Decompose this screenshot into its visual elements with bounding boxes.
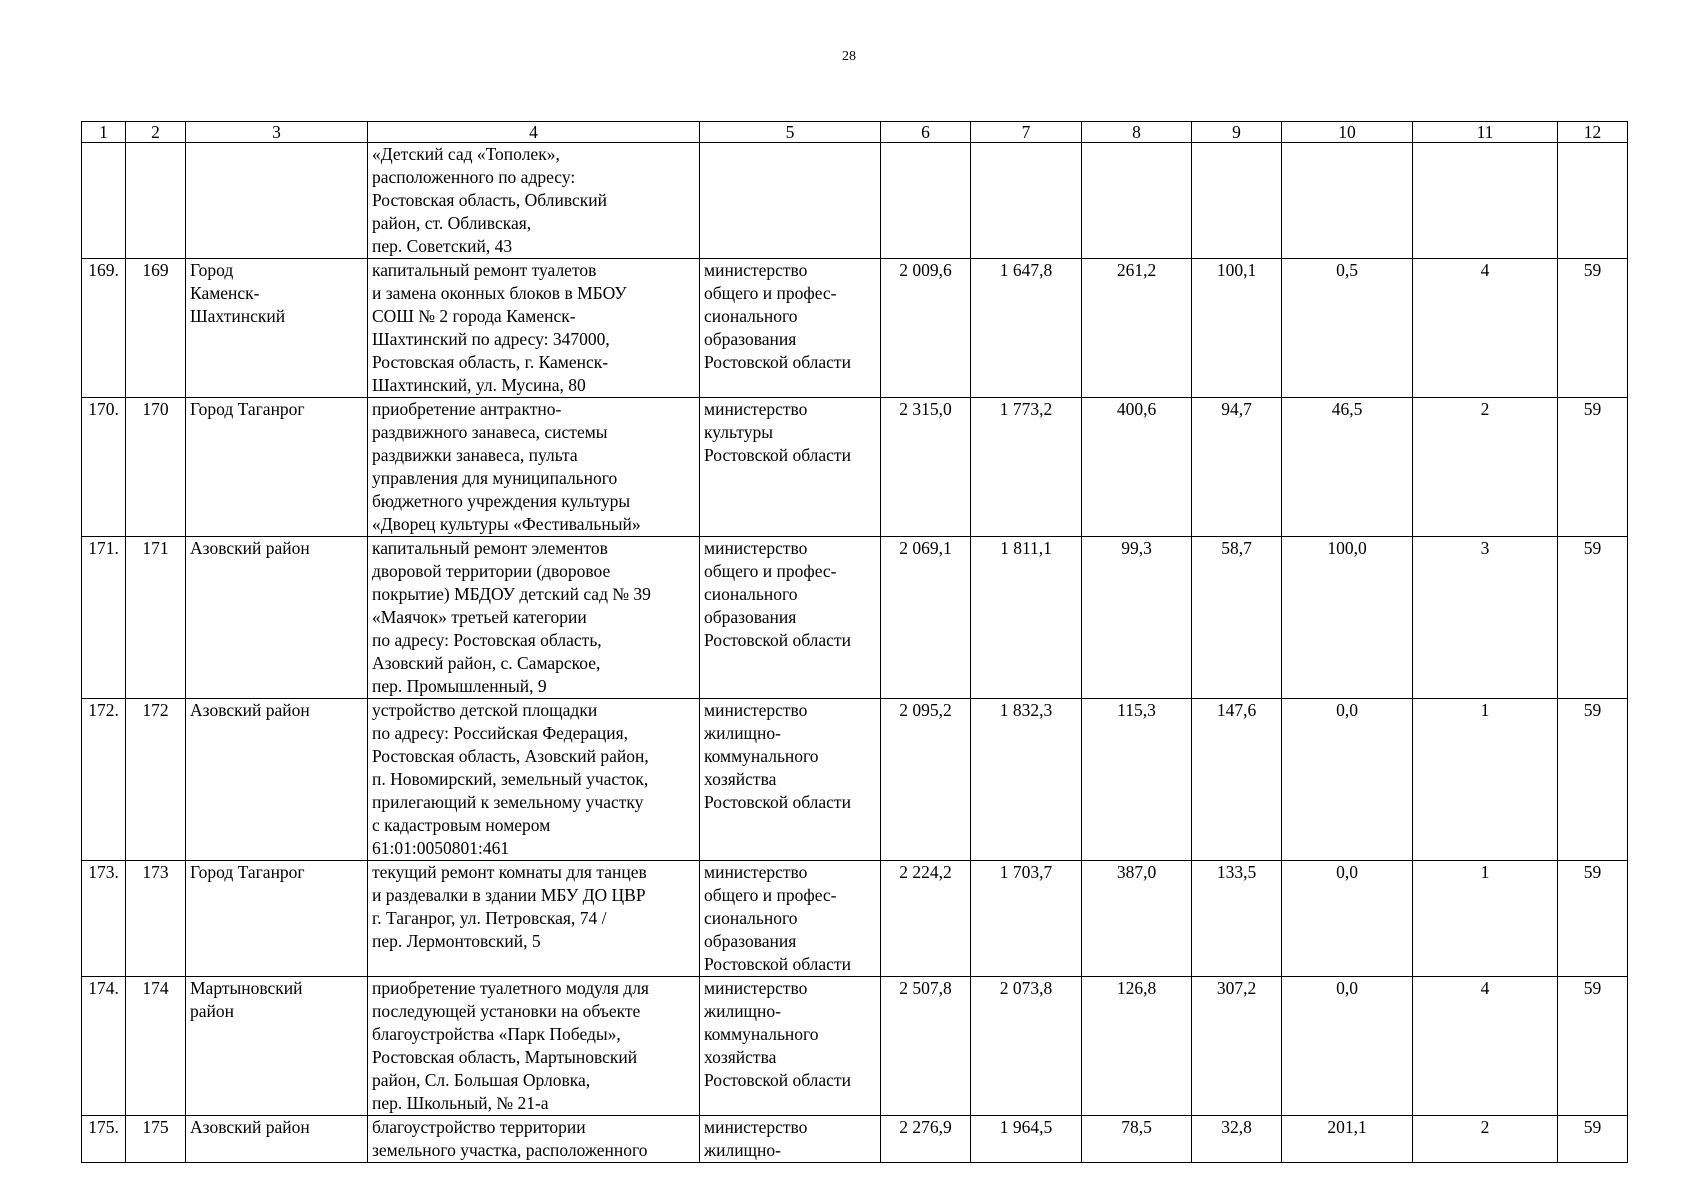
value-col12: 59 [1558, 537, 1628, 699]
column-number-header: 7 [971, 122, 1082, 143]
column-number-header: 2 [126, 122, 186, 143]
value-col12: 59 [1558, 699, 1628, 861]
column-number-header: 10 [1282, 122, 1413, 143]
object-description: приобретение туалетного модуля для последующей установки на объекте благоустройства «Парк Победы», Ростовская область, Мартыновский район, Сл. Большая Орловка, пер. Школьный, № 21-а [368, 977, 700, 1116]
municipality: Город Таганрог [186, 398, 368, 537]
object-description: капитальный ремонт туалетов и замена оконных блоков в МБОУ СОШ № 2 города Каменск- Шахтинский по адресу: 347000, Ростовская область, г. Каменск- Шахтинский, ул. Мусина, 80 [368, 259, 700, 398]
value-col7: 1 811,1 [971, 537, 1082, 699]
row-number: 174 [126, 977, 186, 1116]
value-col10: 201,1 [1282, 1116, 1413, 1163]
value-col12: 59 [1558, 1116, 1628, 1163]
municipality: Город Каменск- Шахтинский [186, 259, 368, 398]
responsible-ministry: министерство общего и профес- сионального образования Ростовской области [700, 259, 881, 398]
value-col7: 2 073,8 [971, 977, 1082, 1116]
value-col10: 0,0 [1282, 861, 1413, 977]
value-col11: 4 [1413, 977, 1558, 1116]
responsible-ministry: министерство культуры Ростовской области [700, 398, 881, 537]
value-col10: 100,0 [1282, 537, 1413, 699]
column-number-header: 6 [881, 122, 971, 143]
responsible-ministry: министерство общего и профес- сионального образования Ростовской области [700, 537, 881, 699]
value-col9: 100,1 [1192, 259, 1282, 398]
row-number: 172 [126, 699, 186, 861]
object-description: текущий ремонт комнаты для танцев и раздевалки в здании МБУ ДО ЦВР г. Таганрог, ул. Петровская, 74 / пер. Лермонтовский, 5 [368, 861, 700, 977]
municipality: Азовский район [186, 699, 368, 861]
empty-cell [1282, 143, 1413, 259]
value-col8: 115,3 [1082, 699, 1192, 861]
responsible-ministry: министерство жилищно- коммунального хозяйства Ростовской области [700, 699, 881, 861]
responsible-ministry: министерство общего и профес- сионального образования Ростовской области [700, 861, 881, 977]
value-col6: 2 276,9 [881, 1116, 971, 1163]
value-col9: 307,2 [1192, 977, 1282, 1116]
value-col8: 78,5 [1082, 1116, 1192, 1163]
value-col8: 261,2 [1082, 259, 1192, 398]
row-number: 171 [126, 537, 186, 699]
row-number: 173 [126, 861, 186, 977]
value-col6: 2 095,2 [881, 699, 971, 861]
value-col10: 0,0 [1282, 977, 1413, 1116]
value-col7: 1 647,8 [971, 259, 1082, 398]
empty-cell [126, 143, 186, 259]
municipality: Город Таганрог [186, 861, 368, 977]
object-description: устройство детской площадки по адресу: Российская Федерация, Ростовская область, Азовский район, п. Новомирский, земельный участок, прилегающий к земельному участку с кадастровым номером 61:01:0050801:461 [368, 699, 700, 861]
row-index: 170. [82, 398, 126, 537]
value-col8: 400,6 [1082, 398, 1192, 537]
value-col6: 2 315,0 [881, 398, 971, 537]
column-number-header: 11 [1413, 122, 1558, 143]
empty-cell [700, 143, 881, 259]
row-index: 169. [82, 259, 126, 398]
row-number: 169 [126, 259, 186, 398]
value-col8: 99,3 [1082, 537, 1192, 699]
value-col11: 2 [1413, 398, 1558, 537]
value-col7: 1 832,3 [971, 699, 1082, 861]
empty-cell [881, 143, 971, 259]
row-index: 172. [82, 699, 126, 861]
object-description: капитальный ремонт элементов дворовой территории (дворовое покрытие) МБДОУ детский сад № 39 «Маячок» третьей категории по адресу: Ростовская область, Азовский район, с. Самарское, пер. Промышленный, 9 [368, 537, 700, 699]
value-col9: 32,8 [1192, 1116, 1282, 1163]
value-col11: 4 [1413, 259, 1558, 398]
value-col8: 387,0 [1082, 861, 1192, 977]
table-row [82, 977, 1628, 1116]
empty-cell [971, 143, 1082, 259]
value-col6: 2 507,8 [881, 977, 971, 1116]
value-col7: 1 964,5 [971, 1116, 1082, 1163]
table-row [82, 861, 1628, 977]
value-col10: 0,0 [1282, 699, 1413, 861]
value-col12: 59 [1558, 861, 1628, 977]
continuation-row [82, 143, 1628, 259]
empty-cell [1413, 143, 1558, 259]
table-row [82, 398, 1628, 537]
column-number-header: 12 [1558, 122, 1628, 143]
table-row [82, 699, 1628, 861]
empty-cell [186, 143, 368, 259]
value-col10: 46,5 [1282, 398, 1413, 537]
value-col11: 2 [1413, 1116, 1558, 1163]
empty-cell [1192, 143, 1282, 259]
row-number: 175 [126, 1116, 186, 1163]
municipality: Азовский район [186, 1116, 368, 1163]
value-col10: 0,5 [1282, 259, 1413, 398]
value-col6: 2 009,6 [881, 259, 971, 398]
value-col11: 1 [1413, 861, 1558, 977]
row-index: 173. [82, 861, 126, 977]
object-description: приобретение антрактно- раздвижного занавеса, системы раздвижки занавеса, пульта управления для муниципального бюджетного учреждения культуры «Дворец культуры «Фестивальный» [368, 398, 700, 537]
responsible-ministry: министерство жилищно- [700, 1116, 881, 1163]
value-col6: 2 069,1 [881, 537, 971, 699]
value-col8: 126,8 [1082, 977, 1192, 1116]
column-number-header: 4 [368, 122, 700, 143]
value-col6: 2 224,2 [881, 861, 971, 977]
value-col9: 147,6 [1192, 699, 1282, 861]
responsible-ministry: министерство жилищно- коммунального хозяйства Ростовской области [700, 977, 881, 1116]
column-number-header: 5 [700, 122, 881, 143]
row-index: 175. [82, 1116, 126, 1163]
value-col12: 59 [1558, 259, 1628, 398]
municipality: Мартыновский район [186, 977, 368, 1116]
value-col7: 1 773,2 [971, 398, 1082, 537]
value-col11: 1 [1413, 699, 1558, 861]
table-row [82, 1116, 1628, 1163]
object-description: благоустройство территории земельного участка, расположенного [368, 1116, 700, 1163]
column-number-header: 3 [186, 122, 368, 143]
object-description: «Детский сад «Тополек», расположенного по адресу: Ростовская область, Обливский район, ст. Обливская, пер. Советский, 43 [368, 143, 700, 259]
empty-cell [1558, 143, 1628, 259]
value-col9: 94,7 [1192, 398, 1282, 537]
value-col9: 58,7 [1192, 537, 1282, 699]
municipality: Азовский район [186, 537, 368, 699]
column-number-header: 8 [1082, 122, 1192, 143]
column-number-header: 1 [82, 122, 126, 143]
project-register-table [81, 121, 1628, 1163]
value-col11: 3 [1413, 537, 1558, 699]
value-col9: 133,5 [1192, 861, 1282, 977]
row-index: 174. [82, 977, 126, 1116]
column-number-header: 9 [1192, 122, 1282, 143]
column-number-header-row [82, 122, 1628, 143]
value-col12: 59 [1558, 977, 1628, 1116]
table-row [82, 259, 1628, 398]
empty-cell [1082, 143, 1192, 259]
row-index: 171. [82, 537, 126, 699]
table-row [82, 537, 1628, 699]
value-col7: 1 703,7 [971, 861, 1082, 977]
value-col12: 59 [1558, 398, 1628, 537]
row-number: 170 [126, 398, 186, 537]
empty-cell [82, 143, 126, 259]
page-number: 28 [842, 49, 856, 64]
